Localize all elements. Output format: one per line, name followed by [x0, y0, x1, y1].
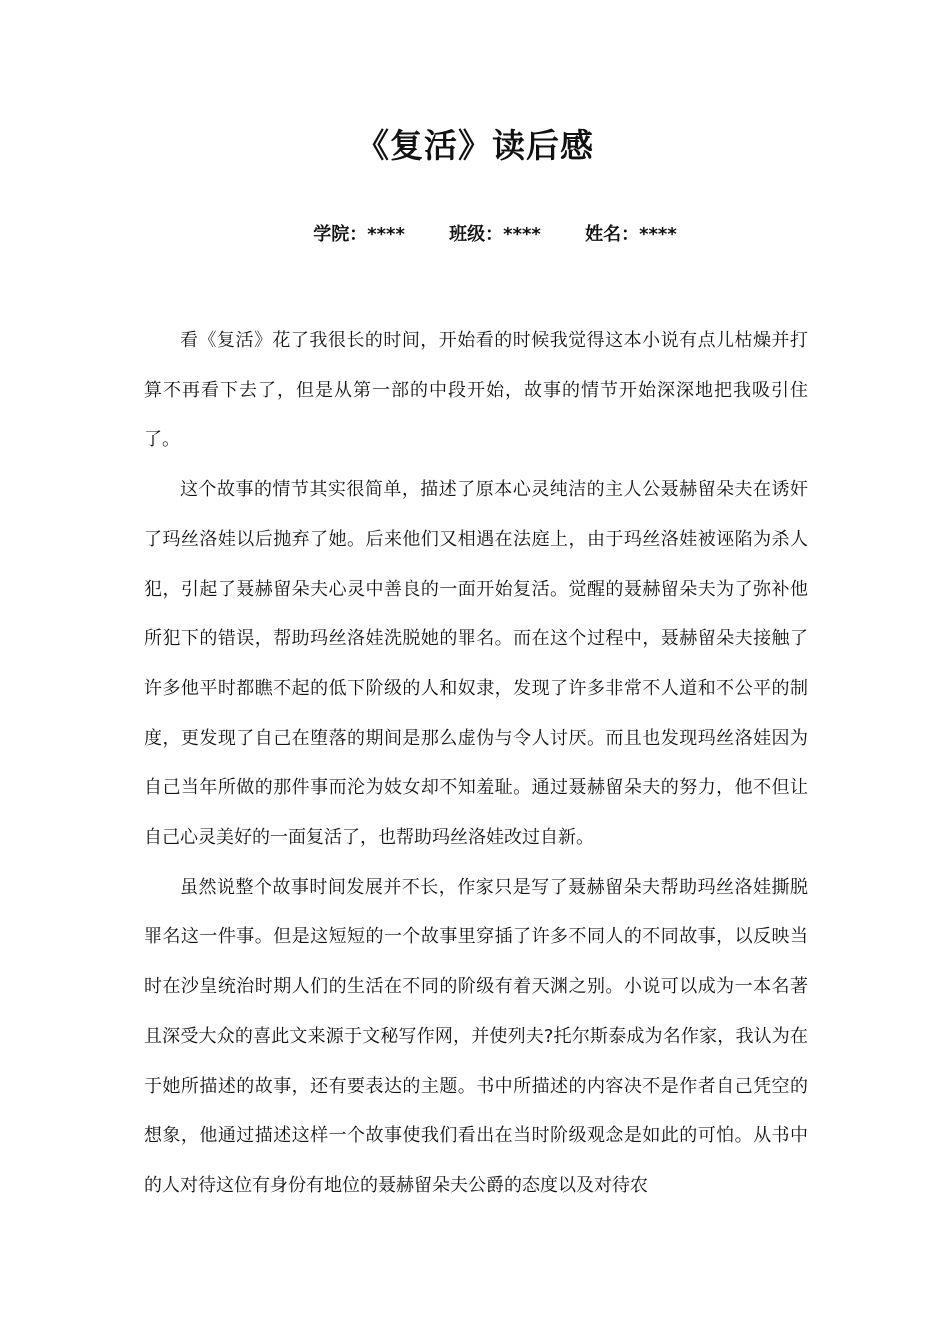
paragraph-3: 虽然说整个故事时间发展并不长，作家只是写了聂赫留朵夫帮助玛丝洛娃撕脱罪名这一件事。但是这短短的一个故事里穿插了许多不同人的不同故事，以反映当时在沙皇统治时期人们的生活在不同的阶级有着天渊之别。小说可以成为一本名著且深受大众的喜此文来源于文秘写作网，并使列夫?托尔斯泰成为名作家，我认为在于她所描述的故事，还有要表达的主题。书中所描述的内容决不是作者自己凭空的想象，他通过描述这样一个故事使我们看出在当时阶级观念是如此的可怕。从书中的人对待这位有身份有地位的聂赫留朵夫公爵的态度以及对待农 — [144, 876, 808, 1196]
paragraph-2: 这个故事的情节其实很简单，描述了原本心灵纯洁的主人公聂赫留朵夫在诱奸了玛丝洛娃以后抛弃了她。后来他们又相遇在法庭上，由于玛丝洛娃被诬陷为杀人犯，引起了聂赫留朵夫心灵中善良的一面开始复活。觉醒的聂赫留朵夫为了弥补他所犯下的错误，帮助玛丝洛娃洗脱她的罪名。而在这个过程中，聂赫留朵夫接触了许多他平时都瞧不起的低下阶级的人和奴隶，发现了许多非常不人道和不公平的制度，更发现了自己在堕落的期间是那么虚伪与令人讨厌。而且也发现玛丝洛娃因为自己当年所做的那件事而沦为妓女却不知羞耻。通过聂赫留朵夫的努力，他不但让自己心灵美好的一面复活了，也帮助玛丝洛娃改过自新。 — [144, 479, 808, 849]
document-title: 《复活》读后感 — [356, 126, 594, 166]
name-field: 姓名：**** — [585, 224, 677, 245]
class-field: 班级：**** — [449, 224, 541, 245]
college-field: 学院：**** — [313, 224, 405, 245]
document-body — [144, 316, 808, 1211]
paragraph-1: 看《复活》花了我很长的时间，开始看的时候我觉得这本小说有点儿枯燥并打算不再看下去了，但是从第一部的中段开始，故事的情节开始深深地把我吸引住了。 — [144, 330, 808, 451]
author-info-line — [0, 221, 950, 249]
